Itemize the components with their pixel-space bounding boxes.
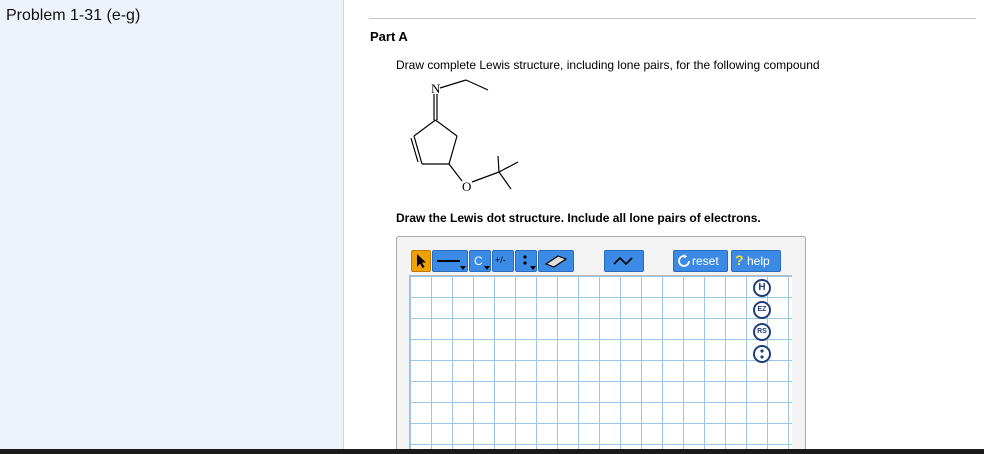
oxygen-atom-label: O bbox=[462, 179, 472, 194]
divider bbox=[369, 18, 976, 19]
instruction-text: Draw the Lewis dot structure. Include all lone pairs of electrons. bbox=[396, 211, 761, 225]
molecule-structure-image bbox=[396, 76, 536, 200]
template-tool-button[interactable] bbox=[604, 250, 644, 272]
ez-icon: EZ bbox=[757, 306, 767, 313]
electron-dots-icon bbox=[516, 251, 538, 271]
rs-icon: RS bbox=[757, 328, 767, 335]
hydrogen-icon: H bbox=[758, 282, 766, 293]
select-tool-button[interactable] bbox=[411, 250, 431, 272]
main-content bbox=[344, 0, 984, 449]
atom-tool-label: C bbox=[474, 254, 483, 268]
cursor-arrow-icon bbox=[412, 251, 430, 271]
question-mark-icon: ? bbox=[735, 252, 744, 268]
lone-pairs-button[interactable] bbox=[753, 345, 771, 363]
reset-label: reset bbox=[692, 254, 719, 268]
charge-tool-button[interactable] bbox=[492, 250, 514, 272]
ez-stereo-button[interactable] bbox=[753, 301, 771, 319]
lone-pair-tool-button[interactable] bbox=[515, 250, 537, 272]
eraser-icon bbox=[539, 251, 573, 271]
bottom-border bbox=[0, 449, 984, 454]
lone-pair-dots-icon bbox=[755, 347, 769, 361]
charge-tool-label: +/- bbox=[495, 255, 506, 265]
nitrogen-atom-label: N bbox=[431, 81, 441, 96]
part-label: Part A bbox=[370, 29, 408, 44]
help-label: help bbox=[747, 254, 770, 268]
rs-stereo-button[interactable] bbox=[753, 323, 771, 341]
chain-icon bbox=[605, 251, 643, 271]
lewis-drawing-editor bbox=[396, 236, 806, 450]
drawing-canvas-grid[interactable] bbox=[409, 275, 792, 451]
eraser-tool-button[interactable] bbox=[538, 250, 574, 272]
problem-title[interactable]: Problem 1-31 (e-g) bbox=[6, 7, 141, 24]
bond-tool-button[interactable] bbox=[432, 250, 468, 272]
atom-tool-button[interactable] bbox=[469, 250, 491, 272]
reset-button[interactable] bbox=[673, 250, 728, 272]
problem-sidebar bbox=[0, 0, 344, 449]
dropdown-arrow-icon bbox=[470, 251, 492, 271]
single-bond-icon bbox=[433, 251, 467, 271]
reset-icon bbox=[677, 254, 691, 268]
help-button[interactable] bbox=[731, 250, 781, 272]
add-hydrogens-button[interactable] bbox=[753, 279, 771, 297]
question-text: Draw complete Lewis structure, including lone pairs, for the following compound bbox=[396, 58, 820, 72]
